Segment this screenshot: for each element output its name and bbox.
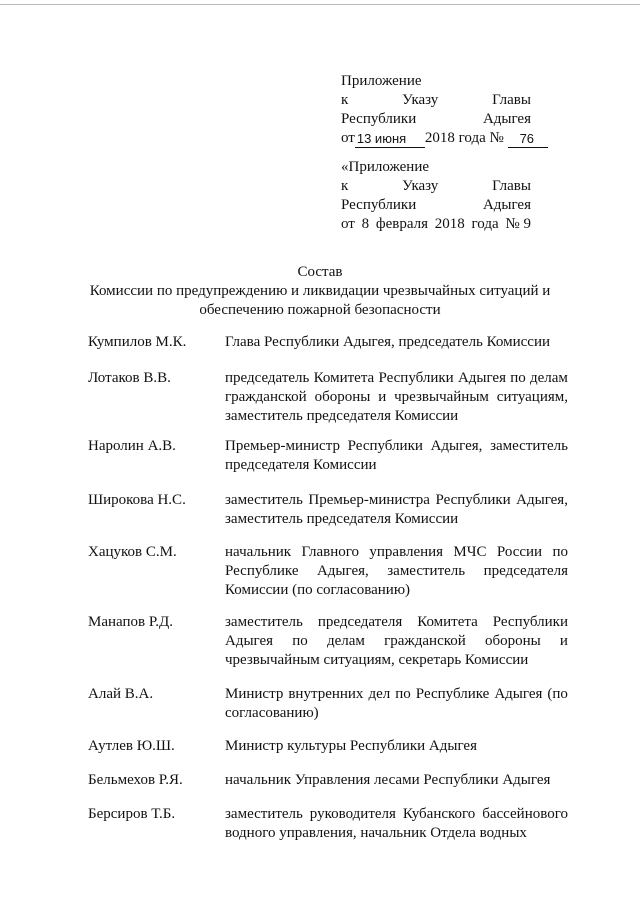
word: Адыгея, [430, 438, 483, 454]
word: обороны [484, 633, 541, 649]
word: по [552, 544, 568, 560]
word: Главы [492, 92, 531, 108]
member-role [225, 543, 568, 600]
member-name: Хацуков С.М. [88, 544, 177, 560]
word: по [510, 370, 526, 386]
word: Премьер-министра [308, 492, 430, 508]
word: Адыгея, [316, 563, 369, 579]
role-line: Глава Республики Адыгея, председатель Комиссии [225, 334, 551, 350]
word: № 9 [505, 216, 531, 232]
role-line: согласованию) [225, 705, 319, 721]
role-line: Министр культуры Республики Адыгея [225, 738, 477, 754]
role-line [225, 388, 568, 407]
word: Главного [301, 544, 360, 560]
role-line [225, 437, 568, 456]
handwritten-date: 13 июня [356, 131, 407, 146]
role-line: чрезвычайным ситуациям, секретарь Комиссии [225, 652, 529, 668]
word: России [496, 544, 543, 560]
word: делам [326, 633, 365, 649]
word: и [378, 389, 387, 405]
word: Республике [225, 563, 299, 579]
word: Адыгея [494, 686, 543, 702]
member-name: Широкова Н.С. [88, 492, 186, 508]
appendix-current-header [341, 72, 535, 148]
word: начальник [225, 544, 292, 560]
title-line2: Комиссии по предупреждению и ликвидации чрезвычайных ситуаций и [89, 283, 551, 299]
word: заместитель [225, 614, 303, 630]
word: и [559, 633, 568, 649]
title-line1: Состав [297, 264, 343, 280]
role-line [225, 543, 568, 562]
word: Адыгея, [516, 492, 568, 508]
title-line3: обеспечению пожарной безопасности [199, 302, 441, 318]
appendix-current-line1: Приложение [341, 73, 422, 89]
word: Комитета [313, 370, 375, 386]
role-line: председателя Комиссии [225, 457, 377, 473]
word: года [471, 216, 499, 232]
word: руководителя [309, 806, 396, 822]
appendix-current-line3 [341, 110, 531, 129]
word: заместитель [490, 438, 568, 454]
date-prefix: от [341, 130, 355, 146]
member-role [225, 613, 568, 670]
word: Главы [492, 178, 531, 194]
word: заместитель [225, 806, 303, 822]
handwritten-number: 76 [519, 131, 535, 146]
member-role [225, 771, 568, 790]
role-line [225, 491, 568, 510]
word: делам [530, 370, 568, 386]
role-line [225, 632, 568, 651]
role-line [225, 613, 568, 632]
word: Указу [402, 178, 439, 194]
member-role [225, 369, 568, 426]
word: по [395, 686, 411, 702]
word: гражданской [384, 633, 466, 649]
word: Республики [492, 614, 568, 630]
word: Кубанского [402, 806, 476, 822]
role-line: заместитель председателя Комиссии [225, 511, 459, 527]
member-role [225, 685, 568, 723]
word: 2018 [434, 216, 465, 232]
word: гражданской [225, 389, 307, 405]
word: Адыгея [482, 197, 531, 213]
appendix-current-line2 [341, 91, 531, 110]
word: Премьер-министр [225, 438, 340, 454]
word: Адыгея [482, 111, 531, 127]
word: Республики [378, 370, 454, 386]
word: председателя [483, 563, 568, 579]
word: по [292, 633, 308, 649]
document-title [0, 263, 640, 320]
member-role [225, 805, 568, 843]
handwritten-number-field [508, 132, 548, 148]
word: дел [368, 686, 391, 702]
word: Адыгея [225, 633, 274, 649]
member-name: Манапов Р.Д. [88, 614, 174, 630]
role-line: заместитель председателя Комиссии [225, 408, 459, 424]
role-line [225, 369, 568, 388]
appendix-original-line3 [341, 196, 531, 215]
member-name: Берсиров Т.Б. [88, 806, 176, 822]
word: ситуациям, [496, 389, 568, 405]
date-suffix: 2018 года № [424, 130, 504, 146]
role-line: водного управления, начальник Отдела водных [225, 825, 527, 841]
word: Министр [225, 686, 284, 702]
word: Республики [435, 492, 511, 508]
word: 8 [361, 216, 370, 232]
word: внутренних [288, 686, 364, 702]
word: МЧС [453, 544, 487, 560]
appendix-original-line1: «Приложение [341, 159, 430, 175]
word: Комитета [417, 614, 478, 630]
member-role [225, 737, 568, 756]
scan-top-edge [0, 4, 640, 5]
member-name: Лотаков В.В. [88, 370, 171, 386]
word: от [341, 216, 355, 232]
appendix-original-line4 [341, 215, 531, 234]
word: Республики [347, 438, 423, 454]
word: управления [369, 544, 444, 560]
role-line: начальник Управления лесами Республики Адыгея [225, 772, 551, 788]
appendix-original-line2 [341, 177, 531, 196]
member-role [225, 437, 568, 475]
word: чрезвычайным [394, 389, 489, 405]
member-role [225, 333, 568, 352]
role-line: Комиссии (по согласованию) [225, 582, 411, 598]
word: Республике [415, 686, 490, 702]
member-name: Наролин А.В. [88, 438, 176, 454]
word: Республики [341, 111, 417, 127]
word: Республики [341, 197, 417, 213]
word: заместитель [387, 563, 466, 579]
word: февраля [375, 216, 428, 232]
member-name: Бельмехов Р.Я. [88, 772, 183, 788]
member-name: Аутлев Ю.Ш. [88, 738, 175, 754]
word: (по [547, 686, 568, 702]
member-role [225, 491, 568, 529]
appendix-original-header [341, 158, 531, 234]
word: председатель [225, 370, 310, 386]
word: Указу [402, 92, 439, 108]
member-name: Алай В.А. [88, 686, 154, 702]
word: заместитель [225, 492, 303, 508]
appendix-current-date-line [341, 129, 535, 148]
word: обороны [314, 389, 371, 405]
role-line [225, 562, 568, 581]
word: председателя [317, 614, 403, 630]
word: бассейнового [482, 806, 568, 822]
word: к [341, 178, 349, 194]
role-line [225, 685, 568, 704]
word: к [341, 92, 349, 108]
member-name: Кумпилов М.К. [88, 334, 187, 350]
role-line [225, 805, 568, 824]
word: Адыгея [457, 370, 506, 386]
handwritten-date-field [355, 132, 425, 148]
